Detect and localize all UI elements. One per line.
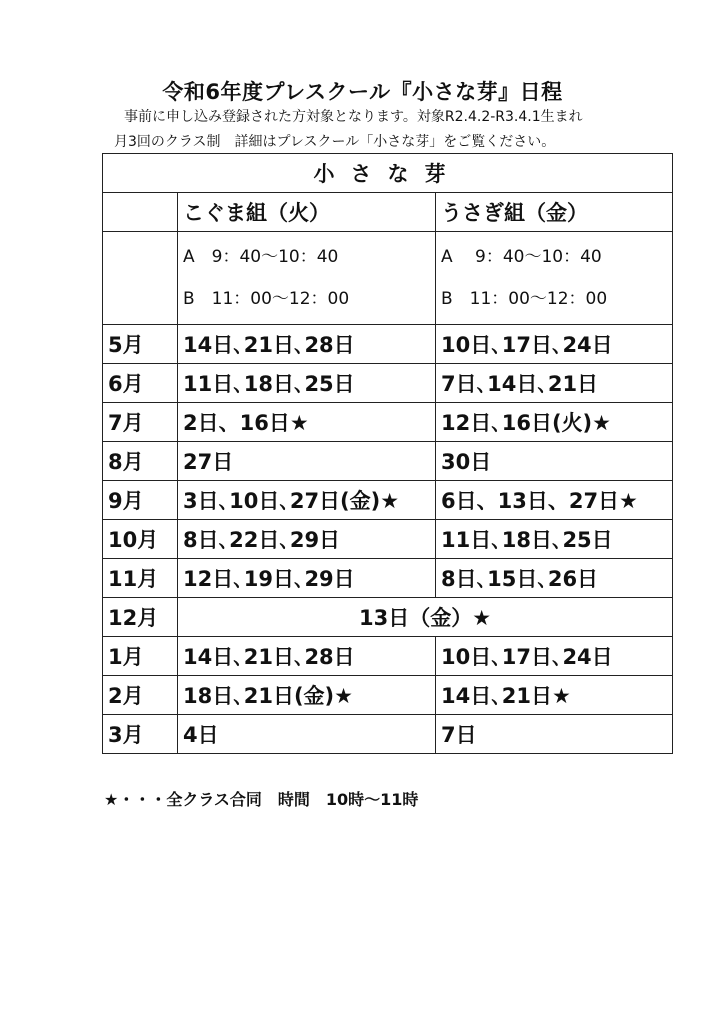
month-cell: 12月 xyxy=(103,598,178,637)
time-slot-b: B 11：00〜12：00 xyxy=(441,289,608,309)
time-slot-a: A 9：40〜10：40 xyxy=(441,247,602,267)
kuma-dates: 12日､19日､29日 xyxy=(178,559,436,598)
usagi-dates: 8日､15日､26日 xyxy=(436,559,673,598)
group-row xyxy=(103,193,673,232)
month-cell: 1月 xyxy=(103,637,178,676)
kuma-dates: 3日､10日､27日(金)★ xyxy=(178,481,436,520)
month-cell: 9月 xyxy=(103,481,178,520)
kuma-dates: 14日､21日､28日 xyxy=(178,325,436,364)
usagi-dates: 11日､18日､25日 xyxy=(436,520,673,559)
empty-cell xyxy=(103,232,178,325)
time-slot-a: A 9：40〜10：40 xyxy=(183,247,339,267)
month-cell: 3月 xyxy=(103,715,178,754)
page-title: 令和6年度プレスクール『小さな芽』日程 xyxy=(162,80,563,104)
time-slot-b: B 11：00〜12：00 xyxy=(183,289,350,309)
usagi-dates: 7日､14日､21日 xyxy=(436,364,673,403)
month-cell: 6月 xyxy=(103,364,178,403)
usagi-dates: 7日 xyxy=(436,715,673,754)
group-kuma: こぐま組（火） xyxy=(178,193,436,232)
class-info-note: 月3回のクラス制 詳細はプレスクール「小さな芽」をご覧ください。 xyxy=(114,134,556,150)
usagi-dates: 14日､21日★ xyxy=(436,676,673,715)
times-row xyxy=(103,232,673,325)
table-row xyxy=(103,715,673,754)
usagi-dates: 12日､16日(火)★ xyxy=(436,403,673,442)
table-row xyxy=(103,364,673,403)
table-header-row xyxy=(103,154,673,193)
month-cell: 7月 xyxy=(103,403,178,442)
usagi-dates: 30日 xyxy=(436,442,673,481)
table-row xyxy=(103,559,673,598)
table-row xyxy=(103,442,673,481)
table-row xyxy=(103,325,673,364)
eligibility-note: 事前に申し込み登録された方対象となります。対象R2.4.2-R3.4.1生まれ xyxy=(124,109,583,125)
usagi-dates: 10日､17日､24日 xyxy=(436,637,673,676)
times-usagi xyxy=(436,232,673,325)
kuma-dates: 4日 xyxy=(178,715,436,754)
merged-dates: 13日（金）★ xyxy=(178,598,673,637)
table-row xyxy=(103,403,673,442)
table-row xyxy=(103,520,673,559)
schedule-table xyxy=(102,153,673,754)
table-row xyxy=(103,676,673,715)
table-row xyxy=(103,637,673,676)
kuma-dates: 2日、16日★ xyxy=(178,403,436,442)
kuma-dates: 14日､21日､28日 xyxy=(178,637,436,676)
kuma-dates: 8日､22日､29日 xyxy=(178,520,436,559)
kuma-dates: 18日､21日(金)★ xyxy=(178,676,436,715)
kuma-dates: 11日､18日､25日 xyxy=(178,364,436,403)
kuma-dates: 27日 xyxy=(178,442,436,481)
legend-note: ★・・・全クラス合同 時間 10時〜11時 xyxy=(104,790,419,809)
month-cell: 5月 xyxy=(103,325,178,364)
table-header-title: 小さな芽 xyxy=(103,154,673,193)
times-kuma xyxy=(178,232,436,325)
month-cell: 2月 xyxy=(103,676,178,715)
month-cell: 10月 xyxy=(103,520,178,559)
month-cell: 8月 xyxy=(103,442,178,481)
group-usagi: うさぎ組（金） xyxy=(436,193,673,232)
table-row xyxy=(103,481,673,520)
empty-cell xyxy=(103,193,178,232)
usagi-dates: 10日､17日､24日 xyxy=(436,325,673,364)
month-cell: 11月 xyxy=(103,559,178,598)
table-row xyxy=(103,598,673,637)
usagi-dates: 6日、13日、27日★ xyxy=(436,481,673,520)
